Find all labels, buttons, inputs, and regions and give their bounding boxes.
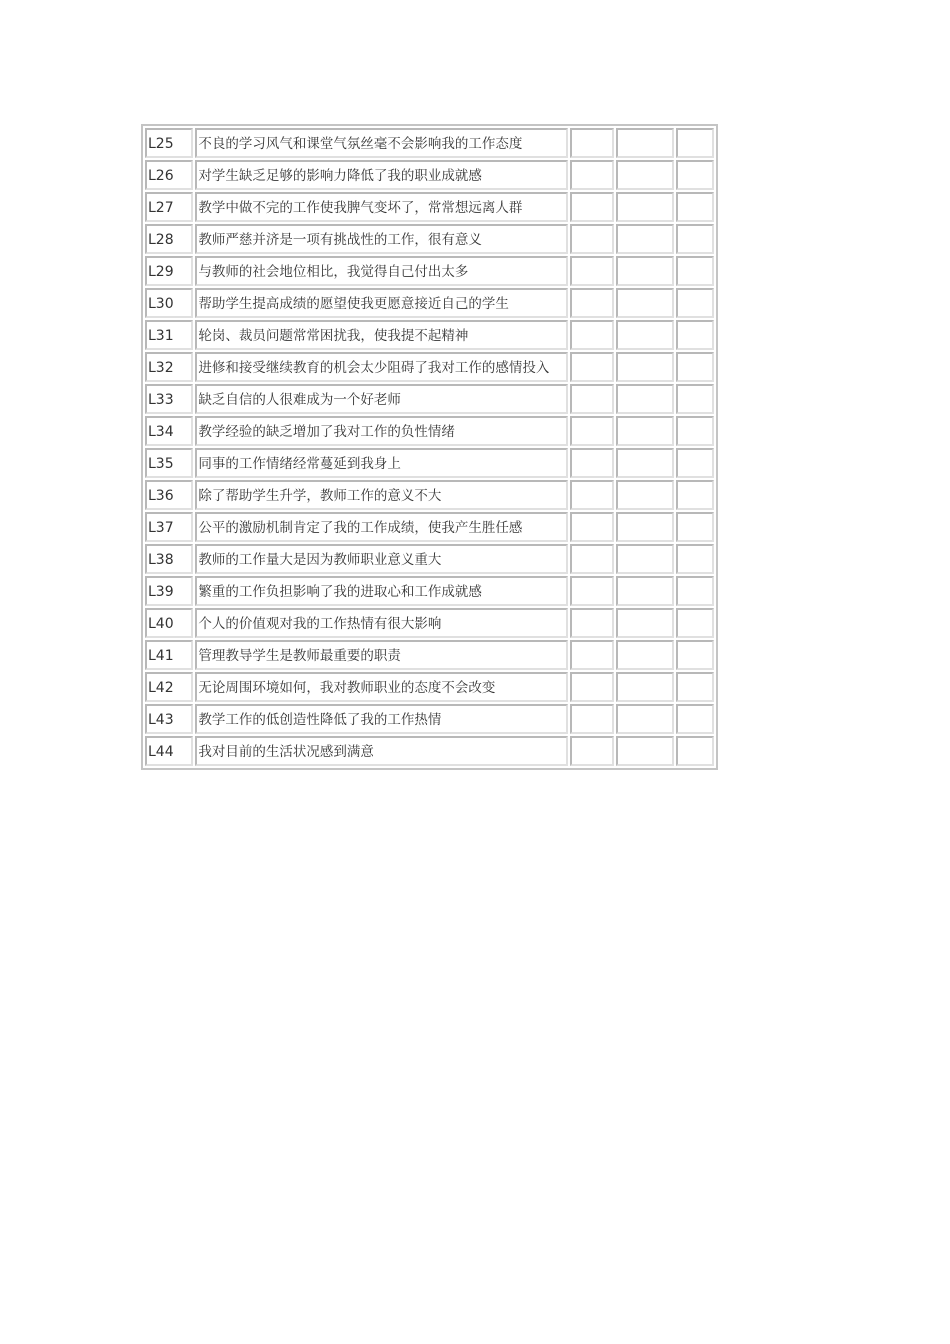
response-cell-2[interactable]	[616, 512, 673, 542]
response-cell-2[interactable]	[616, 448, 673, 478]
item-statement: 除了帮助学生升学，教师工作的意义不大	[195, 480, 568, 510]
table-row	[145, 320, 714, 350]
response-cell-1[interactable]	[570, 576, 614, 606]
response-cell-1[interactable]	[570, 288, 614, 318]
response-cell-1[interactable]	[570, 416, 614, 446]
response-cell-1[interactable]	[570, 608, 614, 638]
response-cell-2[interactable]	[616, 640, 673, 670]
item-code: L30	[145, 288, 193, 318]
item-code: L39	[145, 576, 193, 606]
response-cell-1[interactable]	[570, 192, 614, 222]
table-row	[145, 480, 714, 510]
response-cell-2[interactable]	[616, 416, 673, 446]
item-code: L42	[145, 672, 193, 702]
item-code: L25	[145, 128, 193, 158]
response-cell-2[interactable]	[616, 320, 673, 350]
response-cell-1[interactable]	[570, 640, 614, 670]
item-statement: 不良的学习风气和课堂气氛丝毫不会影响我的工作态度	[195, 128, 568, 158]
response-cell-1[interactable]	[570, 512, 614, 542]
item-code: L40	[145, 608, 193, 638]
response-cell-2[interactable]	[616, 256, 673, 286]
response-cell-1[interactable]	[570, 704, 614, 734]
table-row	[145, 512, 714, 542]
response-cell-2[interactable]	[616, 704, 673, 734]
response-cell-2[interactable]	[616, 480, 673, 510]
item-statement: 管理教导学生是教师最重要的职责	[195, 640, 568, 670]
response-cell-3[interactable]	[676, 544, 714, 574]
item-statement: 帮助学生提高成绩的愿望使我更愿意接近自己的学生	[195, 288, 568, 318]
response-cell-2[interactable]	[616, 192, 673, 222]
response-cell-1[interactable]	[570, 128, 614, 158]
response-cell-3[interactable]	[676, 320, 714, 350]
item-code: L29	[145, 256, 193, 286]
response-cell-2[interactable]	[616, 288, 673, 318]
table-row	[145, 160, 714, 190]
response-cell-3[interactable]	[676, 672, 714, 702]
response-cell-3[interactable]	[676, 608, 714, 638]
response-cell-3[interactable]	[676, 576, 714, 606]
response-cell-1[interactable]	[570, 352, 614, 382]
response-cell-3[interactable]	[676, 416, 714, 446]
item-statement: 进修和接受继续教育的机会太少阻碍了我对工作的感情投入	[195, 352, 568, 382]
table-row	[145, 224, 714, 254]
response-cell-2[interactable]	[616, 384, 673, 414]
table-row	[145, 128, 714, 158]
response-cell-1[interactable]	[570, 448, 614, 478]
item-code: L38	[145, 544, 193, 574]
response-cell-2[interactable]	[616, 128, 673, 158]
response-cell-2[interactable]	[616, 224, 673, 254]
item-statement: 同事的工作情绪经常蔓延到我身上	[195, 448, 568, 478]
response-cell-3[interactable]	[676, 192, 714, 222]
response-cell-2[interactable]	[616, 352, 673, 382]
item-code: L26	[145, 160, 193, 190]
item-statement: 对学生缺乏足够的影响力降低了我的职业成就感	[195, 160, 568, 190]
response-cell-3[interactable]	[676, 448, 714, 478]
item-statement: 教师的工作量大是因为教师职业意义重大	[195, 544, 568, 574]
response-cell-1[interactable]	[570, 160, 614, 190]
item-code: L33	[145, 384, 193, 414]
table-row	[145, 288, 714, 318]
item-code: L44	[145, 736, 193, 766]
table-row	[145, 576, 714, 606]
response-cell-3[interactable]	[676, 480, 714, 510]
item-code: L36	[145, 480, 193, 510]
item-statement: 个人的价值观对我的工作热情有很大影响	[195, 608, 568, 638]
response-cell-3[interactable]	[676, 704, 714, 734]
item-statement: 繁重的工作负担影响了我的进取心和工作成就感	[195, 576, 568, 606]
response-cell-2[interactable]	[616, 672, 673, 702]
table-row	[145, 736, 714, 766]
item-statement: 无论周围环境如何，我对教师职业的态度不会改变	[195, 672, 568, 702]
response-cell-1[interactable]	[570, 544, 614, 574]
response-cell-3[interactable]	[676, 256, 714, 286]
table-row	[145, 704, 714, 734]
item-statement: 教学工作的低创造性降低了我的工作热情	[195, 704, 568, 734]
response-cell-1[interactable]	[570, 384, 614, 414]
response-cell-2[interactable]	[616, 576, 673, 606]
response-cell-3[interactable]	[676, 128, 714, 158]
item-code: L37	[145, 512, 193, 542]
item-statement: 与教师的社会地位相比，我觉得自己付出太多	[195, 256, 568, 286]
item-code: L31	[145, 320, 193, 350]
response-cell-3[interactable]	[676, 736, 714, 766]
table-row	[145, 256, 714, 286]
item-code: L32	[145, 352, 193, 382]
item-code: L43	[145, 704, 193, 734]
item-statement: 教师严慈并济是一项有挑战性的工作，很有意义	[195, 224, 568, 254]
table-row	[145, 416, 714, 446]
table-row	[145, 384, 714, 414]
response-cell-1[interactable]	[570, 224, 614, 254]
response-cell-2[interactable]	[616, 160, 673, 190]
item-code: L28	[145, 224, 193, 254]
response-cell-3[interactable]	[676, 384, 714, 414]
table-row	[145, 608, 714, 638]
item-code: L27	[145, 192, 193, 222]
response-cell-3[interactable]	[676, 352, 714, 382]
item-code: L35	[145, 448, 193, 478]
response-cell-3[interactable]	[676, 288, 714, 318]
response-cell-1[interactable]	[570, 320, 614, 350]
response-cell-3[interactable]	[676, 512, 714, 542]
response-cell-1[interactable]	[570, 672, 614, 702]
response-cell-3[interactable]	[676, 160, 714, 190]
questionnaire-table-body	[145, 128, 714, 766]
response-cell-3[interactable]	[676, 224, 714, 254]
item-statement: 缺乏自信的人很难成为一个好老师	[195, 384, 568, 414]
response-cell-1[interactable]	[570, 736, 614, 766]
item-statement: 我对目前的生活状况感到满意	[195, 736, 568, 766]
item-statement: 教学中做不完的工作使我脾气变坏了，常常想远离人群	[195, 192, 568, 222]
table-row	[145, 544, 714, 574]
response-cell-2[interactable]	[616, 736, 673, 766]
response-cell-3[interactable]	[676, 640, 714, 670]
table-row	[145, 192, 714, 222]
response-cell-2[interactable]	[616, 544, 673, 574]
response-cell-1[interactable]	[570, 480, 614, 510]
table-row	[145, 448, 714, 478]
table-row	[145, 352, 714, 382]
item-code: L41	[145, 640, 193, 670]
item-statement: 公平的激励机制肯定了我的工作成绩，使我产生胜任感	[195, 512, 568, 542]
questionnaire-table	[141, 124, 718, 770]
item-statement: 轮岗、裁员问题常常困扰我，使我提不起精神	[195, 320, 568, 350]
item-code: L34	[145, 416, 193, 446]
response-cell-2[interactable]	[616, 608, 673, 638]
table-row	[145, 672, 714, 702]
table-row	[145, 640, 714, 670]
response-cell-1[interactable]	[570, 256, 614, 286]
item-statement: 教学经验的缺乏增加了我对工作的负性情绪	[195, 416, 568, 446]
